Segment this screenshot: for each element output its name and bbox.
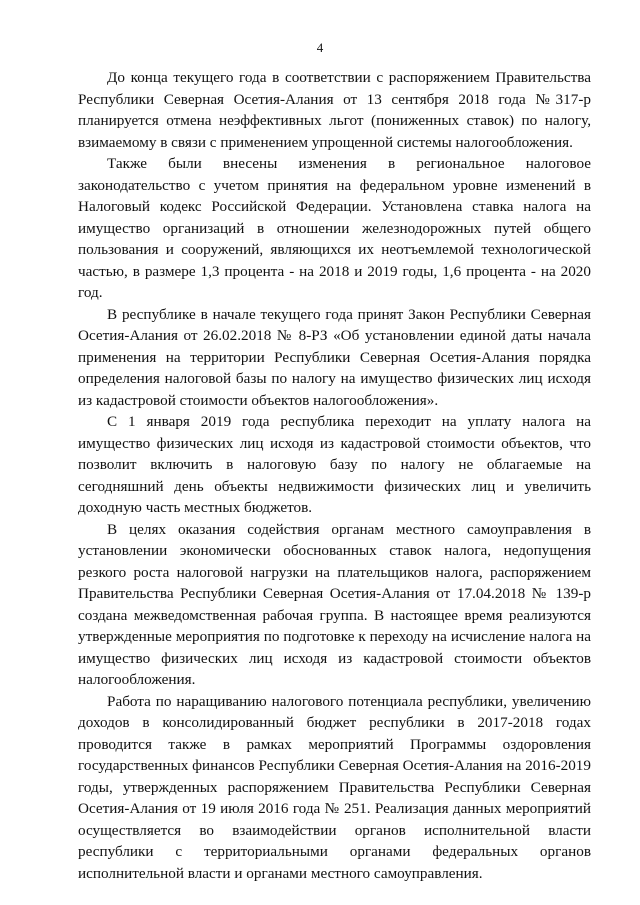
paragraph-property-tax-law: В республике в начале текущего года принят Закон Республики Северная Осетия-Алания от 26.02.2018 № 8-РЗ «Об установлении единой даты начала применения на территории Республики Северная Осетия-Алания порядка определения налоговой базы по налогу на имущество физических лиц исходя из кадастровой стоимости объектов налогообложения».: [78, 305, 591, 409]
document-body: [78, 67, 591, 884]
paragraph-tax-potential: Работа по наращиванию налогового потенциала республики, увеличению доходов в консолидированный бюджет республики в 2017-2018 годах проводится также в рамках мероприятий Программы оздоровления государственных финансов Республики Северная Осетия-Алания на 2016-2019 годы, утвержденных распоряжением Правительства Республики Северная Осетия-Алания от 19 июля 2016 года № 251. Реализация данных мероприятий осуществляется во взаимодействии органов исполнительной власти республики с территориальными органами федеральных органов исполнительной власти и органами местного самоуправления.: [78, 692, 591, 882]
paragraph-usn-benefits: До конца текущего года в соответствии с распоряжением Правительства Республики Северная Осетия-Алания от 13 сентября 2018 года №317-р планируется отмена неэффективных льгот (пониженных ставок) по налогу, взимаемому в связи с применением упрощенной системы налогообложения.: [78, 69, 591, 151]
page-number: 4: [316, 40, 324, 55]
paragraph-tax-rate-changes: Также были внесены изменения в региональное налоговое законодательство с учетом принятия на федеральном уровне изменений в Налоговый кодекс Российской Федерации. Установлена ставка налога на имущество организаций в отношении железнодорожных путей общего пользования и сооружений, являющихся их неотъемлемой технологической частью, в размере 1,3 процента - на 2018 и 2019 годы, 1,6 процента - на 2020 год.: [78, 155, 591, 301]
paragraph-working-group: В целях оказания содействия органам местного самоуправления в установлении экономически обоснованных ставок налога, недопущения резкого роста налоговой нагрузки на плательщиков налога, распоряжением Правительства Республики Северная Осетия-Алания от 17.04.2018 № 139-р создана межведомственная рабочая группа. В настоящее время реализуются утвержденные мероприятия по подготовке к переходу на исчисление налога на имущество физических лиц исходя из кадастровой стоимости объектов налогообложения.: [78, 520, 591, 688]
paragraph-cadastral-transition: С 1 января 2019 года республика переходит на уплату налога на имущество физических лиц исходя из кадастровой стоимости объектов, что позволит включить в налоговую базу по налогу не облагаемые на сегодняшний день объекты недвижимости физических лиц и увеличить доходную часть местных бюджетов.: [78, 413, 591, 516]
